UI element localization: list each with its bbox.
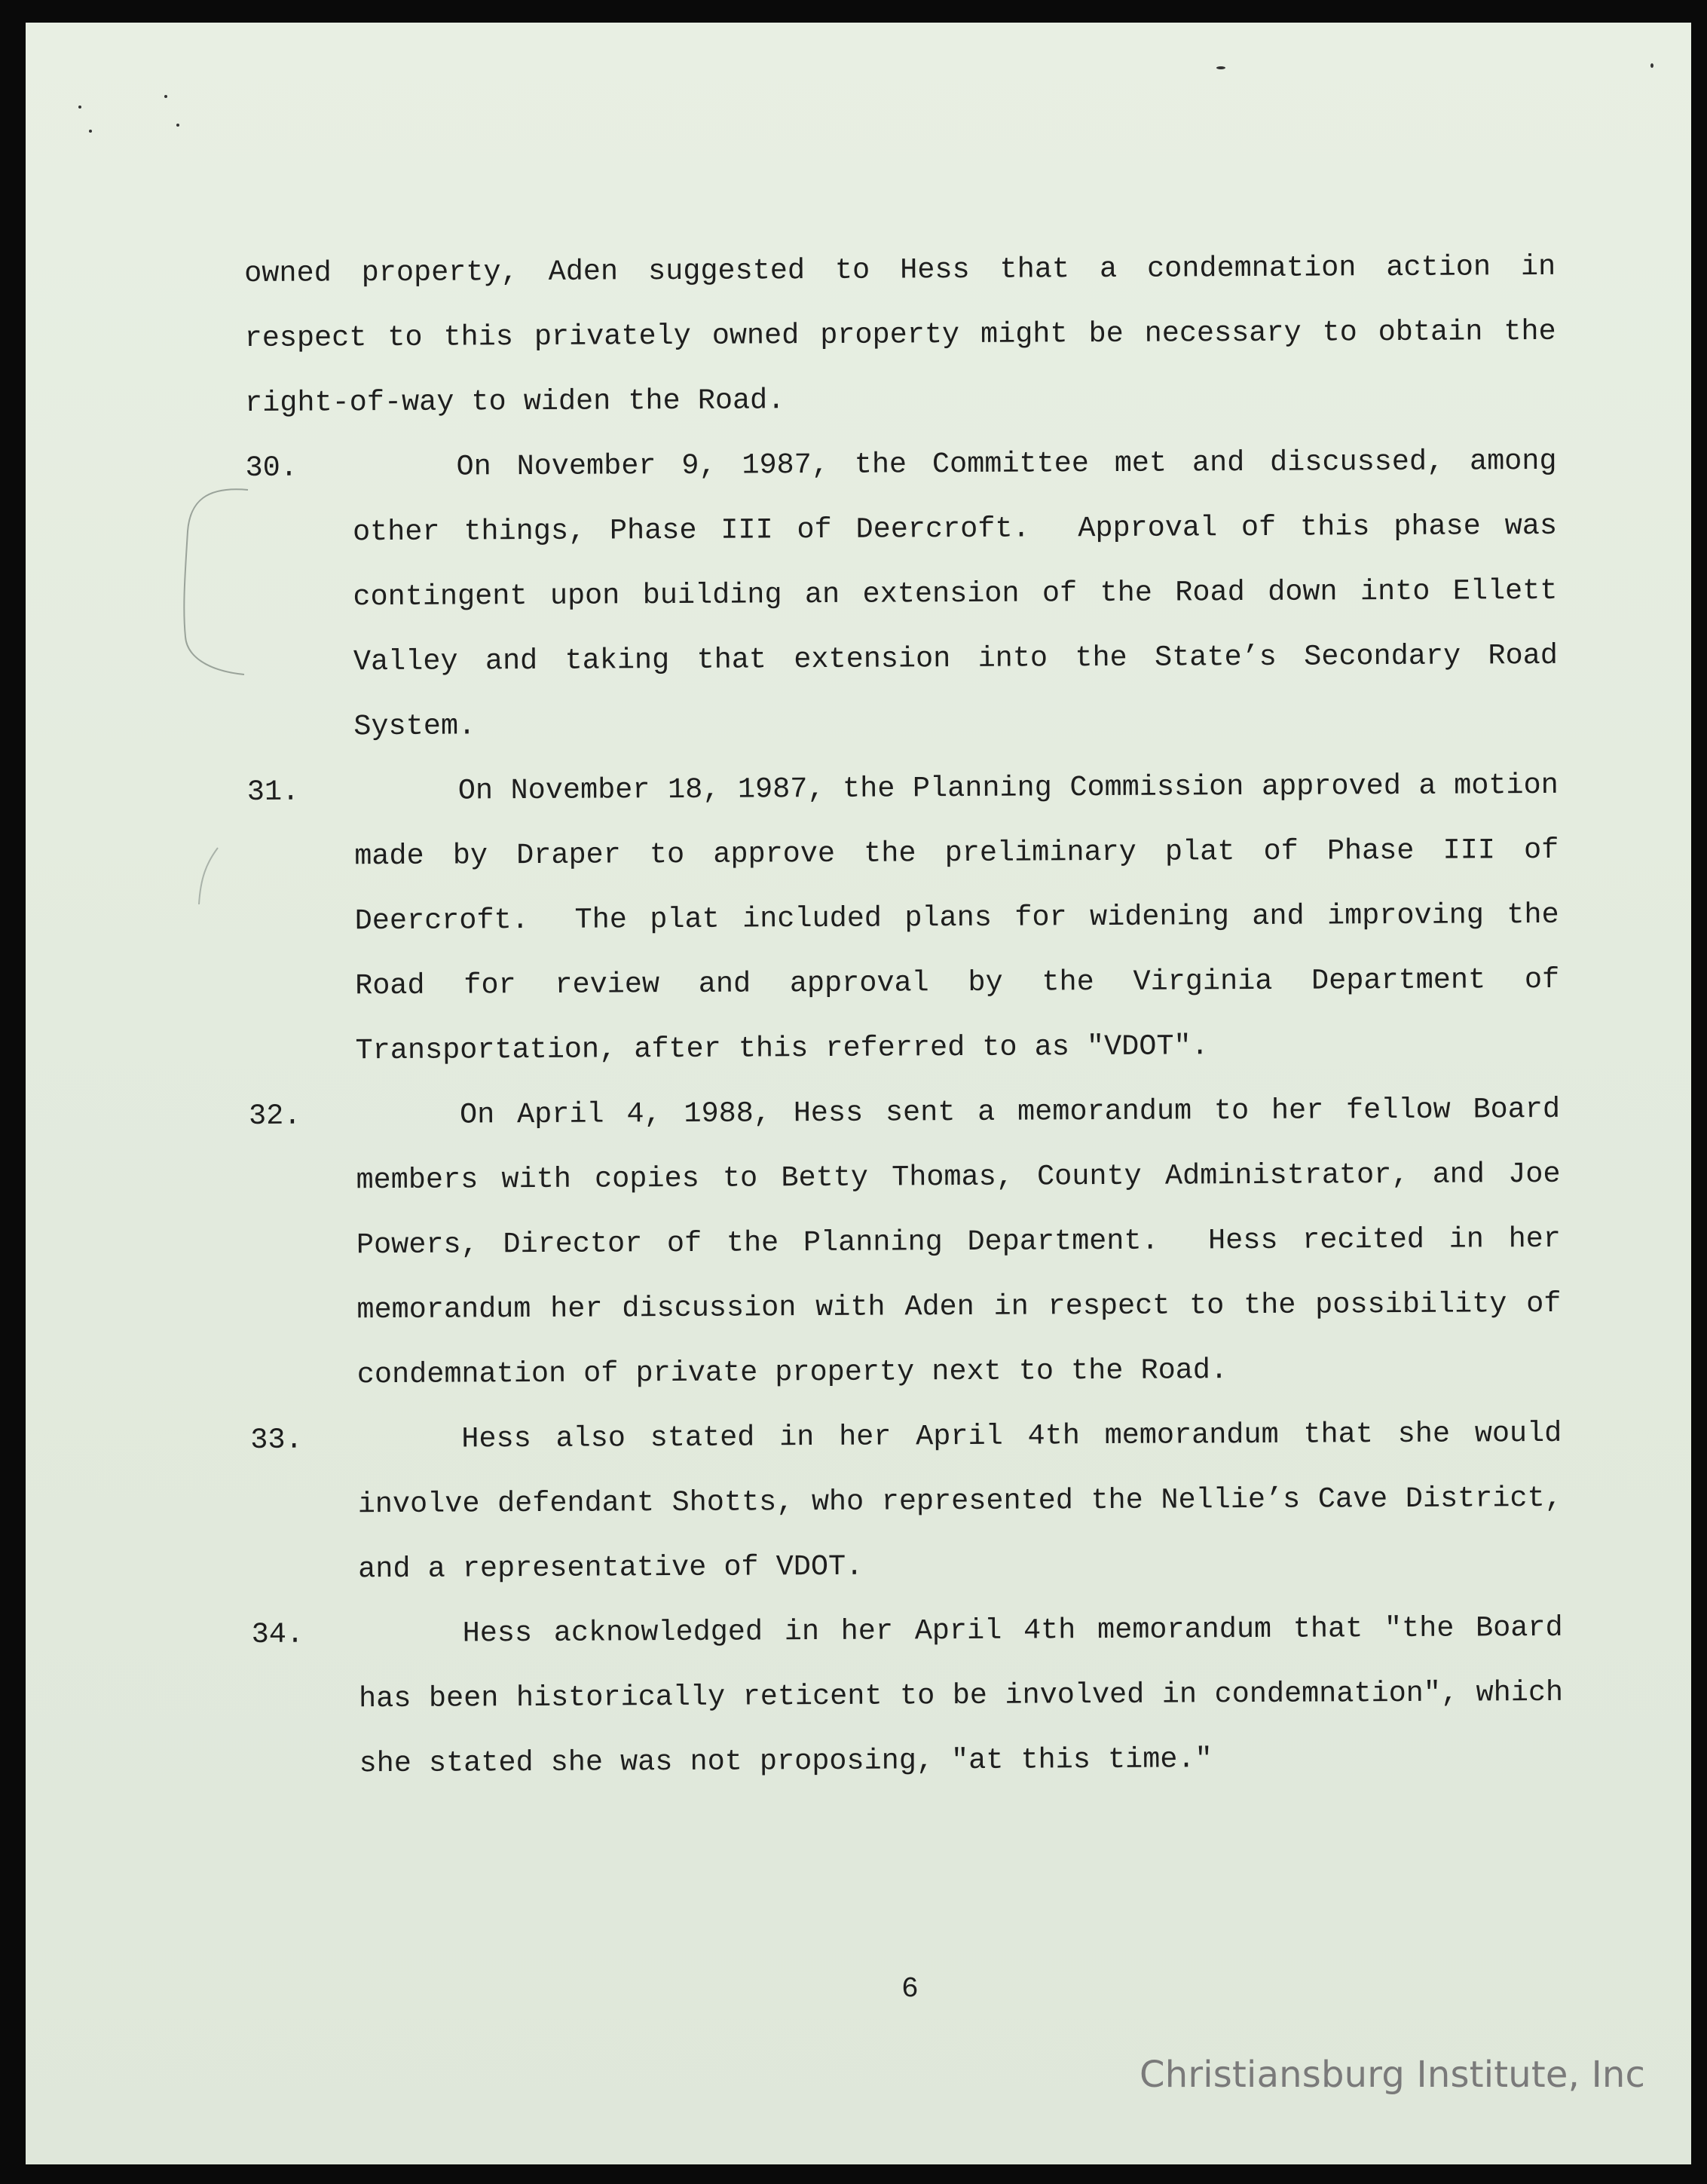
paragraph-33 [250,1401,1580,1602]
scan-speck [89,130,92,133]
paragraph-number: 32. [248,1099,301,1133]
paragraph-number: 30. [245,451,298,485]
paragraph-text: Hess acknowledged in her April 4th memorandum that "the Board has been historically reticent to be involved in condemnation", which she stated she was not proposing, "at this time." [359,1610,1581,1781]
paragraph-number: 31. [246,775,300,809]
document-body [244,234,1581,1797]
paragraph-text: On November 18, 1987, the Planning Commission approved a motion made by Draper to approve the preliminary plat of Phase III of Deercroft. The plat included plans for widening and improving the Road for review and approval by the Virginia Department of Transportation, after this referred to as "VDOT". [354,768,1577,1068]
scan-speck [176,124,179,127]
document-page [26,23,1691,2164]
paragraph-30 [245,429,1576,760]
page-number: 6 [901,1973,919,2005]
scan-speck [1650,63,1653,68]
paragraph-text: owned property, Aden suggested to Hess that a condemnation action in respect to this privately owned property might be necessary to obtain the right-of-way to widen the Road. [244,249,1574,420]
paragraph-text: Hess also stated in her April 4th memorandum that she would involve defendant Shotts, who represented the Nellie’s Cave District, and a representative of VDOT. [357,1416,1580,1586]
scan-speck [78,106,81,109]
paragraph-number: 34. [251,1617,304,1651]
paragraph-continuation [244,234,1574,436]
paragraph-32 [248,1077,1579,1408]
paragraph-31 [246,753,1577,1084]
paragraph-text: On November 9, 1987, the Committee met and discussed, among other things, Phase III of Deercroft. Approval of this phase was contingent upon building an extension of the Road down into Ellett Valley and taking that extension into the State’s Secondary Road System. [352,444,1576,744]
paragraph-34 [251,1595,1581,1797]
scan-speck [164,95,167,98]
scan-speck [1216,66,1225,69]
paragraph-number: 33. [250,1423,303,1457]
watermark-text: Christiansburg Institute, Inc [1140,2054,1646,2096]
paragraph-text: On April 4, 1988, Hess sent a memorandum to her fellow Board members with copies to Betty Thomas, County Administrator, and Joe Powers, Director of the Planning Department. Hess recited in her memorandum her discussion with Aden in respect to the possibility of condemnation of private property next to the Road. [356,1092,1579,1392]
